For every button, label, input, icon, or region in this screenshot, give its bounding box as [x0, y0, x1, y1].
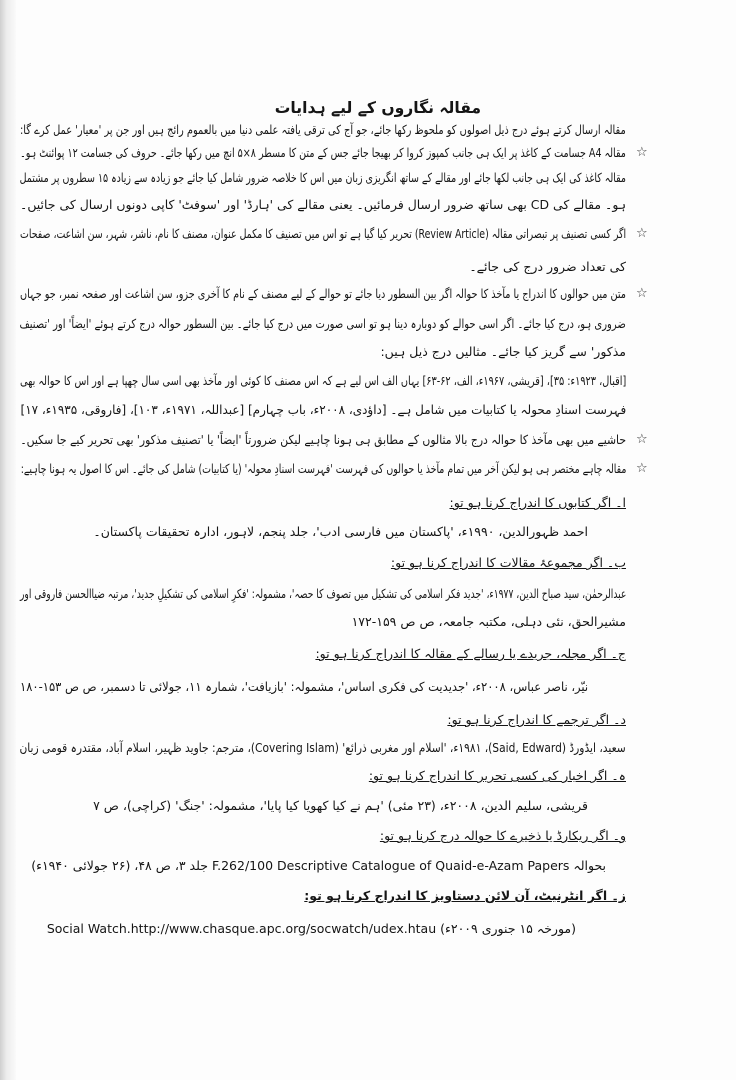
example-journal-entry: نیّر، ناصر عباس، ۲۰۰۸ء، 'جدیدیت کی فکری اساس'، مشمولہ: 'بازیافت'، شمارہ ۱۱، جولائی تا دسمبر، ص ص ۱۵۳-۱۸۰ [19, 679, 588, 694]
example-newspaper-heading: ہ۔ اگر اخبار کی کسی تحریر کا اندراج کرنا ہو تو: [368, 768, 626, 783]
rule-4-line-1: حاشیے میں بھی مآخذ کا حوالہ درج بالا مثالوں کے مطابق ہی ہونا چاہیے لیکن ضرورتاً 'ایضاً' یا 'تصنیف مذکور' بھی تحریر کیے جا سکیں۔ [20, 432, 626, 447]
rule-3-line-4: [اقبال، ۱۹۲۳ء: ۳۵]، [قریشی، ۱۹۶۷ء، الف، ۶۲-۶۳] یہاں الف اس لیے ہے کہ اس مصنف کا کوئی اور مآخذ بھی اسی سال چھپا ہے اور اس کا حوالہ بھی [19, 373, 626, 388]
intro-text: مقالہ ارسال کرتے ہوئے درج ذیل اصولوں کو ملحوظ رکھا جائے، جو آج کی ترقی یافتہ علمی دنیا میں بالعموم رائج ہیں اور جن پر 'معیار' عمل کرے گا: [20, 122, 626, 137]
example-collection-heading: ب۔ اگر مجموعۂ مقالات کا اندراج کرنا ہو تو: [390, 555, 626, 570]
example-journal-heading: ج۔ اگر مجلہ، جریدے یا رسالے کے مقالہ کا اندراج کرنا ہو تو: [315, 646, 626, 661]
rule-3-line-1: متن میں حوالوں کا اندراج یا مآخذ کا حوالہ اگر بین السطور دیا جائے تو حوالے کے لیے مصنف کے نام کا آخری جزو، سن اشاعت اور صفحہ نمبر، جو جہاں [19, 286, 626, 301]
example-internet-entry: Social Watch.http://www.chasque.apc.org/socwatch/udex.htau (مورخہ ۱۵ جنوری ۲۰۰۹ء) [46, 921, 576, 936]
example-record-heading: و۔ اگر ریکارڈ یا ذخیرے کا حوالہ درج کرنا ہو تو: [379, 828, 626, 843]
example-books-entry: احمد ظہورالدین، ۱۹۹۰ء، 'پاکستان میں فارسی ادب'، جلد پنجم، لاہور، ادارہ تحقیقات پاکستان۔ [93, 524, 588, 539]
rule-1-line-2: مقالہ کاغذ کی ایک ہی جانب لکھا جائے اور مقالے کے ساتھ انگریزی زبان میں اس کا خلاصہ ضرور شامل کیا جائے جو زیادہ سے زیادہ ۱۵ سطروں پر مشتمل [19, 170, 626, 185]
example-record-entry: بحوالہ F.262/100 Descriptive Catalogue of Quaid-e-Azam Papers جلد ۳، ص ۴۸، (۲۶ جولائی ۱۹۴۰ء) [31, 858, 606, 873]
page-title: مقالہ نگاروں کے لیے ہدایات [274, 98, 482, 117]
example-translation-entry: سعید، ایڈورڈ (Said, Edward)، ۱۹۸۱ء، 'اسلام اور مغربی ذرائع' (Covering Islam)، مترجم: جاوید ظہیر، اسلام آباد، مقتدرہ قومی زبان [19, 740, 626, 755]
rule-5-line-1: مقالہ چاہے مختصر ہی ہو لیکن آخر میں تمام مآخذ یا حوالوں کی فہرست 'فہرست اسنادِ محولہ' (یا کتابیات) شامل کی جائے۔ اس کا اصول یہ ہونا چاہیے: [20, 461, 626, 476]
star-bullet-icon: ☆ [636, 286, 648, 301]
star-bullet-icon: ☆ [636, 145, 648, 160]
example-books-heading: ا۔ اگر کتابوں کا اندراج کرنا ہو تو: [449, 495, 626, 510]
rule-1-line-3: ہو۔ مقالے کی CD بھی ساتھ ضرور ارسال فرمائیں۔ یعنی مقالے کی 'ہارڈ' اور 'سوفٹ' کاپی دونوں ارسال کی جائیں۔ [20, 197, 626, 212]
star-bullet-icon: ☆ [636, 432, 648, 447]
rule-3-line-2: ضروری ہو، درج کیا جائے۔ اگر اسی حوالے کو دوبارہ دینا ہو تو اسی صورت میں درج کیا جائے۔ بین السطور حوالہ درج کرتے ہوئے 'ایضاً' اور 'تصنیف [19, 316, 626, 331]
example-newspaper-entry: قریشی، سلیم الدین، ۲۰۰۸ء، (۲۳ مئی) 'ہم نے کیا کھویا کیا پایا'، مشمولہ: 'جنگ' (کراچی)، ص ۷ [93, 798, 588, 813]
star-bullet-icon: ☆ [636, 226, 648, 241]
example-collection-entry-1: عبدالرحمٰن، سید صباح الدین، ۱۹۷۷ء، 'جدید فکر اسلامی کی تشکیل میں تصوف کا حصہ'، مشمولہ: 'فکرِ اسلامی کی تشکیلِ جدید'، مرتبہ ضیاالحسن فاروقی اور [19, 586, 626, 601]
example-internet-heading: ز۔ اگر انٹرنیٹ، آن لائن دستاویز کا اندراج کرنا ہو تو: [304, 888, 626, 903]
example-collection-entry-2: مشیرالحق، نئی دہلی، مکتبہ جامعہ، ص ص ۱۵۹-۱۷۲ [351, 614, 626, 629]
rule-1-line-1: مقالہ A4 جسامت کے کاغذ پر ایک ہی جانب کمپوز کروا کر بھیجا جائے جس کے متن کا مسطر ۸×۵ انچ میں رکھا جائے۔ حروف کی جسامت ۱۲ پوائنٹ ہو۔ [20, 145, 626, 160]
star-bullet-icon: ☆ [636, 461, 648, 476]
document-page [16, 0, 736, 1080]
rule-2-line-1: اگر کسی تصنیف پر تبصراتی مقالہ (Review Article) تحریر کیا گیا ہے تو اس میں تصنیف کا مکمل عنوان، مصنف کا نام، ناشر، شہر، سن اشاعت، صفحات [19, 226, 626, 241]
rule-2-line-2: کی تعداد ضرور درج کی جائے۔ [469, 259, 626, 274]
example-translation-heading: د۔ اگر ترجمے کا اندراج کرنا ہو تو: [447, 712, 626, 727]
rule-3-line-3: مذکور' سے گریز کیا جائے۔ مثالیں درج ذیل ہیں: [380, 344, 626, 359]
rule-3-line-5: فہرست اسنادِ محولہ یا کتابیات میں شامل ہے۔ [داؤدی، ۲۰۰۸ء، باب چہارم] [عبداللہ، ۱۹۷۱ء، ۱۰۳]، [فاروقی، ۱۹۳۵ء، ۱۷] [20, 402, 626, 417]
page-edge [0, 0, 16, 1080]
